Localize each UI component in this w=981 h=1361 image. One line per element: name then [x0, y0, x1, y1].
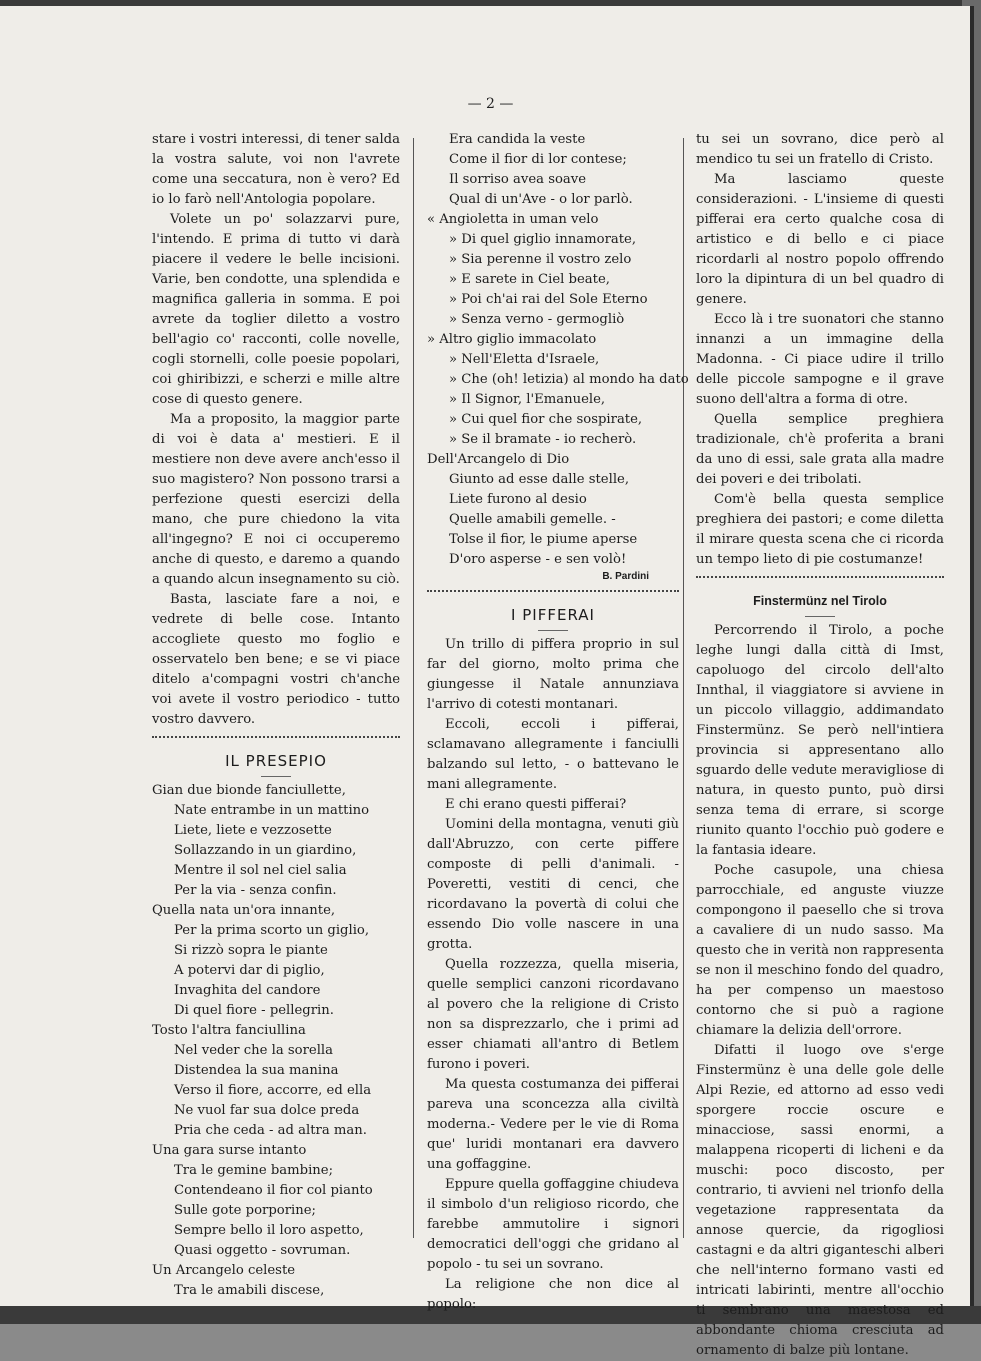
verse-line: » Nell'Eletta d'Israele, — [449, 352, 600, 367]
verse-line: » Altro giglio immacolato — [427, 332, 597, 347]
verse-line: Era candida la veste — [449, 132, 586, 147]
article-paragraph: Eppure quella goffaggine chiudeva il simbolo d'un religioso ricordo, che farebbe ammutolire i signori democratici dell'oggi che gridano al popolo - tu sei un sovrano. — [427, 1177, 679, 1272]
article-paragraph: Quella rozzezza, quella miseria, quelle semplici canzoni ricordavano al povero che la religione di Cristo non sa disprezzarlo, che i primi ad esser chiamati all'antro di Betlem furono i poveri. — [427, 957, 679, 1072]
verse-line: Quasi oggetto - sovruman. — [174, 1243, 351, 1258]
section-divider — [152, 736, 400, 744]
poem-body-continued — [427, 130, 689, 570]
article-paragraph: Quella semplice preghiera tradizionale, ch'è proferita a brani da uno di essi, sale grata alla madre dei poveri e dei tribolati. — [696, 412, 944, 487]
verse-line: Tra le amabili discese, — [174, 1283, 325, 1298]
verse-line: A potervi dar di piglio, — [174, 963, 325, 978]
verse-line: Sempre bello il loro aspetto, — [174, 1223, 364, 1238]
verse-line: Quelle amabili gemelle. - — [449, 512, 616, 527]
article-paragraph: Com'è bella questa semplice preghiera dei pastori; e come diletta il mirare questa scena che ci ricorda un tempo lieto di pie costumanze! — [696, 492, 944, 567]
verse-line: Quella nata un'ora innante, — [152, 903, 336, 918]
verse-line: Si rizzò sopra le piante — [174, 943, 328, 958]
verse-line: » Che (oh! letizia) al mondo ha dato — [449, 372, 689, 387]
column-1 — [152, 130, 400, 1301]
article-paragraph: Ecco là i tre suonatori che stanno innanzi a un immagine della Madonna. - Ci piace udire il trillo delle piccole sampogne e il grave suono dell'altra a forma di otre. — [696, 312, 944, 407]
verse-line: Una gara surse intanto — [152, 1143, 307, 1158]
verse-line: Tosto l'altra fanciullina — [152, 1023, 306, 1038]
poem-signature: B. Pardini — [602, 571, 649, 582]
article-paragraph: La religione che non dice al popolo: — [427, 1277, 679, 1312]
verse-line: Liete, liete e vezzosette — [174, 823, 332, 838]
poem-body — [152, 781, 400, 1301]
verse-line: Qual di un'Ave - o lor parlò. — [449, 192, 633, 207]
verse-line: Pria che ceda - ad altra man. — [174, 1123, 367, 1138]
verse-line: Tolse il fior, le piume aperse — [449, 532, 638, 547]
verse-line: D'oro asperse - e sen volò! — [449, 552, 627, 567]
verse-line: Come il fior di lor contese; — [449, 152, 627, 167]
verse-line: Il sorriso avea soave — [449, 172, 587, 187]
verse-line: Sollazzando in un giardino, — [174, 843, 357, 858]
intro-paragraph: Volete un po' solazzarvi pure, l'intendo. E prima di tutto vi darà piacere il vedere le belle incisioni. Varie, ben condotte, una splendida e magnifica galleria in somma. E poi avrete da toglier diletto a vostro bell'agio co' racconti, colle novelle, cogli stornelli, colle poesie popolari, coi ghiribizzi, e scherzi e mille altre cose di questo genere. — [152, 212, 400, 407]
article-title: I PIFFERAI — [511, 606, 595, 624]
verse-line: Verso il fiore, accorre, ed ella — [174, 1083, 372, 1098]
title-flourish — [538, 626, 568, 631]
verse-line: » Sia perenne il vostro zelo — [449, 252, 632, 267]
verse-line: Liete furono al desio — [449, 492, 587, 507]
verse-line: Un Arcangelo celeste — [152, 1263, 296, 1278]
article-paragraph: Difatti il luogo ove s'erge Finstermünz è una delle gole delle Alpi Rezie, ed attorno ad esso vedi sporgere roccie oscure e minacciose, sassi enormi, a malappena ricoperti di licheni e da muschi: poco discosto, per contrario, ti avvieni nel trionfo della vegetazione rappresentata da annose quercie, da rigogliosi castagni e da altri giganteschi alberi che nell'interno formano vasti ed intricati labirinti, mentre all'occhio ti sembrano una maestosa ed abbondante chioma cresciuta ad ornamento di balze più lontane. — [696, 1043, 944, 1358]
article-paragraph: Ma lasciamo queste considerazioni. - L'insieme di questi pifferai era certo qualche cosa di artistico e di bello e ci piace ricordarli al nostro popolo offrendo loro la dipintura di un bel quadro di genere. — [696, 172, 944, 307]
verse-line: » Cui quel fior che sospirate, — [449, 412, 643, 427]
poem-title: IL PRESEPIO — [225, 752, 327, 770]
article-paragraph: Eccoli, eccoli i pifferai, sclamavano allegramente i fanciulli balzando sul letto, - o battevano le mani allegramente. — [427, 717, 679, 792]
column-rule-right — [683, 138, 684, 1238]
title-flourish — [805, 612, 835, 617]
article-paragraph: Un trillo di piffera proprio in sul far del giorno, molto prima che giungesse il Natale annunziava l'arrivo di cotesti montanari. — [427, 637, 679, 712]
section-divider — [696, 576, 944, 584]
verse-line: » E sarete in Ciel beate, — [449, 272, 610, 287]
verse-line: Ne vuol far sua dolce preda — [174, 1103, 360, 1118]
verse-line: » Di quel giglio innamorate, — [449, 232, 637, 247]
article-paragraph: Poche casupole, una chiesa parrocchiale, ed anguste viuzze compongono il paesello che si trova a cavaliere di un nudo sasso. Ma questo che in verità non rappresenta se non il meschino fondo del quadro, ha per compenso un maestoso contorno che si può a ragione chiamare la delizia dell'orrore. — [696, 863, 944, 1038]
verse-line: » Se il bramate - io recherò. — [449, 432, 637, 447]
verse-line: Distendea la sua manina — [174, 1063, 339, 1078]
verse-line: Invaghita del candore — [174, 983, 321, 998]
verse-line: Per la prima scorto un giglio, — [174, 923, 370, 938]
verse-line: » Il Signor, l'Emanuele, — [449, 392, 606, 407]
column-3 — [696, 130, 944, 1361]
verse-line: » Senza verno - germogliò — [449, 312, 625, 327]
column-2 — [427, 130, 689, 1315]
article-paragraph: Percorrendo il Tirolo, a poche leghe lungi dalla città di Imst, capoluogo del circolo dell'alto Innthal, il viaggiatore si avviene in un piccolo villaggio, addimandato Finstermünz. Se però nell'intiera provincia si appresentano allo sguardo delle vedute meravigliose di natura, in questo punto, può dirsi senza tema di errare, si scorge riunito quanto l'occhio può godere e la fantasia ideare. — [696, 623, 944, 858]
verse-line: Mentre il sol nel ciel salia — [174, 863, 347, 878]
verse-line: « Angioletta in uman velo — [427, 212, 599, 227]
verse-line: Tra le gemine bambine; — [174, 1163, 334, 1178]
verse-line: Sulle gote porporine; — [174, 1203, 316, 1218]
verse-line: Dell'Arcangelo di Dio — [427, 452, 570, 467]
article-paragraph: E chi erano questi pifferai? — [445, 797, 627, 812]
column-rule-left — [413, 138, 414, 1238]
verse-line: Contendeano il fior col pianto — [174, 1183, 373, 1198]
title-flourish — [261, 772, 291, 777]
intro-paragraph: Basta, lasciate fare a noi, e vedrete di belle cose. Intanto accogliete questo mo foglio e osservatelo ben bene; e se vi piace ditelo a'compagni vostri ch'anche voi avete il vostro periodico - tutto vostro davvero. — [152, 592, 400, 727]
verse-line: Giunto ad esse dalle stelle, — [449, 472, 630, 487]
verse-line: Per la via - senza confin. — [174, 883, 337, 898]
intro-paragraph: stare i vostri interessi, di tener salda la vostra salute, voi non l'avrete come una seccatura, non è vero? Ed io lo farò nell'Antologia popolare. — [152, 132, 400, 207]
verse-line: Gian due bionde fanciullette, — [152, 783, 346, 798]
section-divider — [427, 590, 679, 598]
intro-paragraph: Ma a proposito, la maggior parte di voi è data a' mestieri. E il mestiere non deve avere anch'esso il suo magistero? Non possono trarsi a perfezione questi esercizi della mano, che pure chiedono la vita all'ingegno? E noi ci occuperemo anche di questo, e daremo a quando a quando alcun insegnamento su ciò. — [152, 412, 400, 587]
verse-line: Nel veder che la sorella — [174, 1043, 334, 1058]
verse-line: Di quel fiore - pellegrin. — [174, 1003, 334, 1018]
article-paragraph: Uomini della montagna, venuti giù dall'Abruzzo, con certe piffere composte di pelli d'animali. - Poveretti, vestiti di cenci, che ricordavano la povertà di colui che essendo Dio volle nascere in una grotta. — [427, 817, 679, 952]
article-title: Finstermünz nel Tirolo — [753, 594, 887, 608]
page-number: — 2 — — [467, 96, 514, 112]
verse-line: » Poi ch'ai rai del Sole Eterno — [449, 292, 648, 307]
article-paragraph: tu sei un sovrano, dice però al mendico tu sei un fratello di Cristo. — [696, 132, 944, 167]
verse-line: Nate entrambe in un mattino — [174, 803, 370, 818]
article-paragraph: Ma questa costumanza dei pifferai pareva una sconcezza alla civiltà moderna.- Vedere per le vie di Roma que' luridi montanari era davvero una goffaggine. — [427, 1077, 679, 1172]
